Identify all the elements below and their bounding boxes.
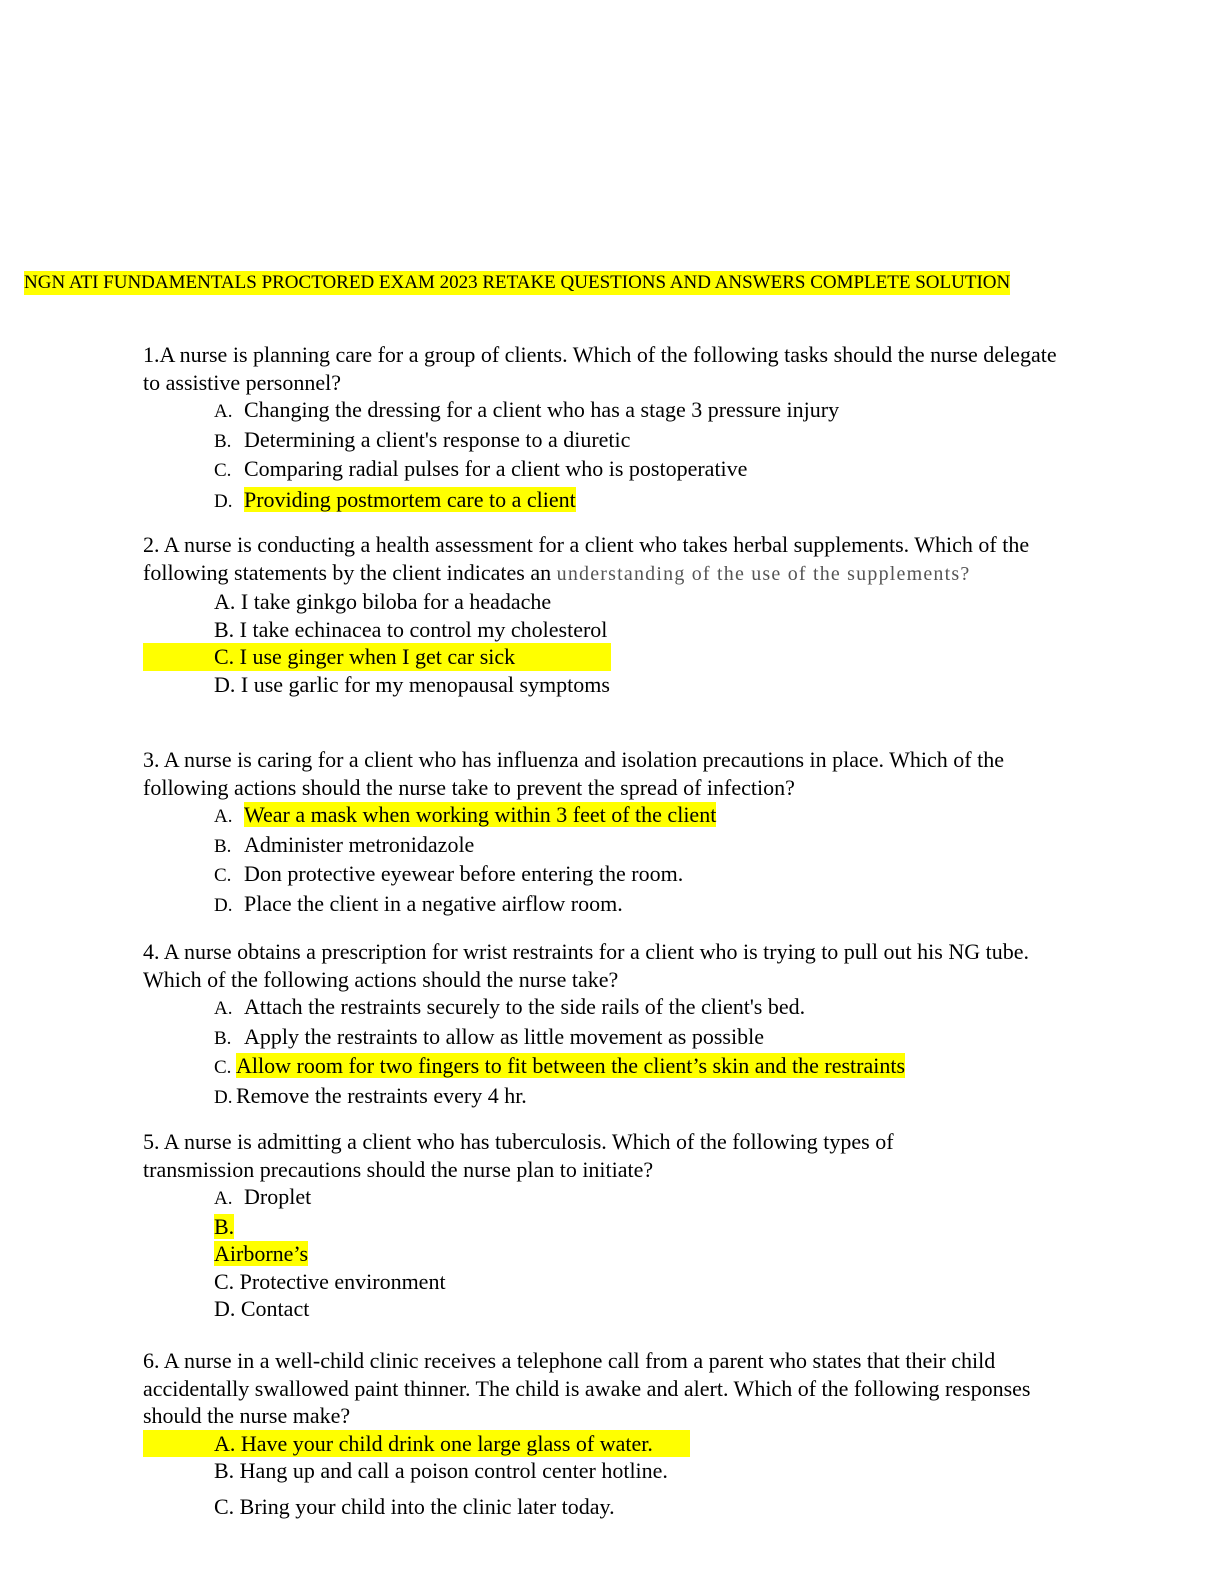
option-text: Droplet [244,1184,312,1209]
option-letter: B. [214,835,232,857]
question-2-option-c-correct: C. I use ginger when I get car sick [143,643,611,671]
question-6-stem: 6. A nurse in a well-child clinic receives a telephone call from a parent who states that their child accidentally swallowed paint thinner. The child is awake and alert. Which of the following responses should the nurse make? [143,1348,1031,1428]
option-letter: A. [214,806,233,827]
document-title: NGN ATI FUNDAMENTALS PROCTORED EXAM 2023 RETAKE QUESTIONS AND ANSWERS COMPLETE SOLUTION [24,272,1011,293]
question-6-option-c: C. Bring your child into the clinic later today. [214,1493,615,1519]
correct-answer-highlight: Allow room for two fingers to fit between the client’s skin and the restraints [236,1053,906,1078]
question-1-option-d [214,486,1078,516]
question-4 [143,938,1078,1111]
option-text: Changing the dressing for a client who has a stage 3 pressure injury [244,397,840,422]
option-letter: A. [214,401,233,422]
question-3-option-d [214,890,1078,920]
question-5-stem: 5. A nurse is admitting a client who has tuberculosis. Which of the following types of transmission precautions should the nurse plan to initiate? [143,1129,894,1182]
question-3-option-c [214,860,1078,890]
question-6 [143,1347,1078,1520]
option-text: Determining a client's response to a diuretic [244,426,631,452]
correct-answer-highlight: Airborne’s [214,1241,309,1266]
option-text: Don protective eyewear before entering the room. [244,861,684,886]
question-5 [143,1128,1078,1323]
question-2-option-a: A. I take ginkgo biloba for a headache [214,589,552,614]
correct-answer-highlight: Wear a mask when working within 3 feet of the client [244,802,717,827]
option-text: Place the client in a negative airflow room. [244,890,623,916]
question-4-option-d [214,1082,1078,1112]
option-letter: C. [214,1057,232,1078]
option-text: Remove the restraints every 4 hr. [236,1082,527,1108]
option-letter: A. [214,1188,233,1209]
question-5-option-d: D. Contact [214,1296,310,1321]
question-1-stem: 1.A nurse is planning care for a group of clients. Which of the following tasks should the nurse delegate to assistive personnel? [143,342,1057,395]
option-letter: B. [214,1027,232,1049]
question-4-stem: 4. A nurse obtains a prescription for wrist restraints for a client who is trying to pull out his NG tube. Which of the following actions should the nurse take? [143,939,1029,992]
question-6-option-b: B. Hang up and call a poison control center hotline. [214,1458,668,1483]
option-text: Attach the restraints securely to the side rails of the client's bed. [244,994,806,1019]
option-letter: B. [214,430,232,452]
option-text: Apply the restraints to allow as little movement as possible [244,1023,764,1049]
question-4-option-c [214,1052,1078,1082]
question-2-option-b: B. I take echinacea to control my cholesterol [214,616,608,642]
question-3-option-a [214,801,1078,831]
question-3 [143,746,1078,919]
question-2-stem-gray-text: understanding of the use of the supplements? [556,562,971,585]
option-text: Administer metronidazole [244,831,475,857]
question-6-option-a-correct: A. Have your child drink one large glass of water. [143,1430,690,1458]
option-letter: D. [214,490,233,512]
question-5-option-b-letter [214,1213,1078,1241]
question-2-stem-text: 2. A nurse is conducting a health assessment for a client who takes herbal supplements. Which of the following statements by the client indicates an [143,532,1030,585]
option-letter: C. [214,865,232,886]
question-1-option-b [214,426,1078,456]
question-5-option-c: C. Protective environment [214,1268,446,1294]
correct-answer-highlight: B. [214,1213,235,1239]
option-letter: A. [214,998,233,1019]
question-2-option-d: D. I use garlic for my menopausal symptoms [214,671,610,697]
question-4-option-b [214,1023,1078,1053]
question-2-stem [143,531,1078,588]
option-letter: D. [214,894,233,916]
correct-answer-highlight: Providing postmortem care to a client [244,486,576,512]
question-5-option-b-text [214,1240,1078,1268]
option-text: Comparing radial pulses for a client who is postoperative [244,456,748,481]
question-1 [143,341,1078,515]
question-2 [143,531,1078,698]
question-5-option-a [214,1183,1078,1213]
question-1-option-c [214,455,1078,485]
option-letter: C. [214,460,232,481]
question-3-stem: 3. A nurse is caring for a client who has influenza and isolation precautions in place. Which of the following actions should the nurse take to prevent the spread of infection? [143,747,1005,800]
question-4-option-a [214,993,1078,1023]
question-1-option-a [214,396,1078,426]
question-3-option-b [214,831,1078,861]
option-letter: D. [214,1086,233,1108]
